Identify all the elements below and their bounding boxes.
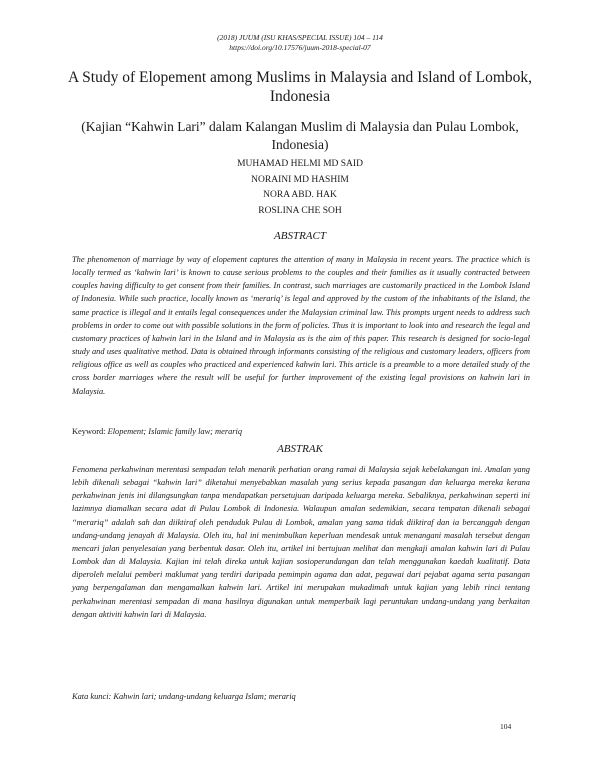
kata-kunci-value: Kahwin lari; undang-undang keluarga Islam; merariq (113, 692, 296, 701)
abstrak-heading: ABSTRAK (277, 443, 323, 455)
doi-link[interactable]: https://doi.org/10.17576/juum-2018-special-07 (229, 43, 371, 52)
author-list (0, 157, 600, 219)
author-name: NORAINI MD HASHIM (251, 174, 349, 185)
journal-citation: (2018) JUUM (ISU KHAS/SPECIAL ISSUE) 104 – 114 (217, 33, 383, 42)
abstrak-keywords (72, 691, 530, 703)
abstract-text: The phenomenon of marriage by way of elopement captures the attention of many in Malaysia in recent years. The practice which is locally termed as ‘kahwin lari’ is known to cause serious problems to the couples and their families as it usually contracted between couples having difficulty to get consent from their families. In contrast, such marriages are customarily practiced in the Lombok Island of Indonesia. While such practice, locally known as ‘merariq’ is legal and approved by the custom of the inhabitants of the Island, the same practice is illegal and it entails legal consequences under the Malaysian criminal law. This prompts urgent needs to address such problems in order to come out with possible solutions in the form of policies. Thus it is important to look into and research the legal and customary practices of kahwin lari in the Island and in Malaysia as is the aim of this paper. This research is designed for socio-legal study and uses qualitative method. Data is obtained through informants consisting of the religious and customary leaders, officers from religious office as well as couples who practiced and experienced kahwin lari. This article is a preamble to a more detailed study of the cross border marriages where the result will be useful for further improvement of the existing legal provisions on kahwin lari in Malaysia. (72, 255, 530, 396)
keywords-value: Elopement; Islamic family law; merariq (107, 427, 243, 436)
author-name: NORA ABD. HAK (263, 190, 337, 200)
abstract-keywords (72, 426, 530, 438)
author-name: ROSLINA CHE SOH (258, 205, 342, 216)
paper-subtitle: (Kajian “Kahwin Lari” dalam Kalangan Muslim di Malaysia dan Pulau Lombok, Indonesia) (81, 119, 519, 152)
author-name: MUHAMAD HELMI MD SAID (237, 159, 363, 169)
abstract-heading: ABSTRACT (274, 230, 326, 242)
paper-title: A Study of Elopement among Muslims in Malaysia and Island of Lombok, Indonesia (67, 69, 533, 105)
kata-kunci-label: Kata kunci: (72, 692, 112, 701)
keywords-label: Keyword: (72, 427, 106, 436)
abstrak-text: Fenomena perkahwinan merentasi sempadan telah menarik perhatian orang ramai di Malaysia sejak kebelakangan ini. Amalan yang lebih dikenali sebagai “kahwin lari” diketahui menyebabkan masalah yang serius kepada pasangan dan keluarga mereka kerana perkahwinan jenis ini dilangsungkan tanpa mendapatkan persetujuan daripada keluarga mereka. Sebaliknya, perkahwinan seperti ini lazimnya diamalkan secara adat di Pulau Lombok di Indonesia. Walaupun amalan sedemikian, secara tempatan dikenali sebagai “merariq” adalah sah dan diiktiraf oleh penduduk Pulau di Lombok, amalan yang sama tidak diiktiraf dan ia bercanggah dengan undang-undang jenayah di Malaysia. Oleh itu, hal ini menimbulkan keperluan mendesak untuk menangani masalah tersebut dengan mencari jalan penyelesaian yang berbentuk dasar. Oleh itu, artikel ini bertujuan melihat dan mengkaji amalan kahwin lari di Pulau Lombok dan di Malaysia. Kajian ini telah direka untuk kajian sosioperundangan dan telah menggunakan kaedah kualitatif. Data diperoleh melalui pemberi maklumat yang terdiri daripada pemimpin agama dan adat, pegawai dari pejabat agama serta pasangan yang berpengalaman dan mengamalkan kahwin lari. Artikel ini merupakan mukadimah untuk kajian yang lebih rinci tentang perkahwinan merentasi sempadan di mana hasilnya digunakan untuk memperbaik lagi peruntukan undang-undang yang berkaitan dengan aktiviti kahwin lari di Malaysia. (72, 465, 530, 619)
page-number: 104 (500, 722, 512, 731)
